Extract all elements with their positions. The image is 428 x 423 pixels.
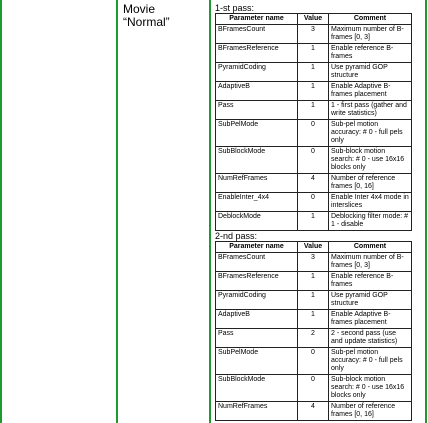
cell-comment: Use pyramid GOP structure bbox=[329, 291, 412, 310]
cell-name: BFramesReference bbox=[216, 272, 298, 291]
header-comment: Comment bbox=[329, 14, 412, 25]
header-name: Parameter name bbox=[216, 14, 298, 25]
table-row bbox=[216, 101, 412, 120]
header-value: Value bbox=[298, 242, 329, 253]
cell-value: 1 bbox=[298, 310, 329, 329]
cell-name: SubBlockMode bbox=[216, 375, 298, 402]
cell-name: EnableInter_4x4 bbox=[216, 193, 298, 212]
cell-comment: Sub-block motion search: # 0 - use 16x16 blocks only bbox=[329, 375, 412, 402]
table-row bbox=[216, 63, 412, 82]
table-row bbox=[216, 147, 412, 174]
table-row bbox=[216, 44, 412, 63]
right-border bbox=[425, 0, 427, 423]
cell-value: 1 bbox=[298, 44, 329, 63]
table-row bbox=[216, 272, 412, 291]
cell-name: DeblockMode bbox=[216, 212, 298, 231]
cell-comment: Use pyramid GOP structure bbox=[329, 63, 412, 82]
cell-value: 0 bbox=[298, 120, 329, 147]
cell-value: 1 bbox=[298, 101, 329, 120]
mode-line-2: “Normal” bbox=[123, 15, 170, 29]
cell-comment: 1 - first pass (gather and write statistics) bbox=[329, 101, 412, 120]
cell-comment: Sub-pel motion accuracy: # 0 - full pels only bbox=[329, 120, 412, 147]
cell-comment: Sub-block motion search: # 0 - use 16x16 blocks only bbox=[329, 147, 412, 174]
cell-value: 1 bbox=[298, 272, 329, 291]
table-row bbox=[216, 174, 412, 193]
table-row bbox=[216, 348, 412, 375]
cell-value: 0 bbox=[298, 375, 329, 402]
cell-name: NumRefFrames bbox=[216, 402, 298, 421]
cell-comment: Sub-pel motion accuracy: # 0 - full pels only bbox=[329, 348, 412, 375]
column-divider-1 bbox=[116, 0, 118, 423]
cell-comment: Enable reference B-frames bbox=[329, 272, 412, 291]
table-row bbox=[216, 291, 412, 310]
table-row bbox=[216, 82, 412, 101]
pass2-table bbox=[215, 241, 412, 421]
mode-line-1: Movie bbox=[123, 2, 156, 16]
header-value: Value bbox=[298, 14, 329, 25]
table-row bbox=[216, 212, 412, 231]
cell-value: 2 bbox=[298, 329, 329, 348]
table-row bbox=[216, 402, 412, 421]
cell-comment: Number of reference frames [0, 16] bbox=[329, 402, 412, 421]
cell-value: 0 bbox=[298, 147, 329, 174]
left-border bbox=[0, 0, 2, 423]
header-comment: Comment bbox=[329, 242, 412, 253]
cell-name: NumRefFrames bbox=[216, 174, 298, 193]
table-row bbox=[216, 329, 412, 348]
pass2-title: 2-nd pass: bbox=[215, 231, 258, 241]
table-row bbox=[216, 120, 412, 147]
column-divider-2 bbox=[209, 0, 211, 423]
cell-comment: Enable Adaptive B-frames placement bbox=[329, 82, 412, 101]
cell-comment: Enable Adaptive B-frames placement bbox=[329, 310, 412, 329]
cell-value: 1 bbox=[298, 212, 329, 231]
cell-name: BFramesCount bbox=[216, 253, 298, 272]
cell-comment: Enable reference B-frames bbox=[329, 44, 412, 63]
table-row bbox=[216, 375, 412, 402]
cell-name: Pass bbox=[216, 101, 298, 120]
cell-value: 0 bbox=[298, 348, 329, 375]
cell-value: 4 bbox=[298, 174, 329, 193]
cell-comment: Number of reference frames [0, 16] bbox=[329, 174, 412, 193]
table-row bbox=[216, 193, 412, 212]
cell-comment: 2 - second pass (use and update statistics) bbox=[329, 329, 412, 348]
cell-value: 4 bbox=[298, 402, 329, 421]
cell-comment: Deblocking filter mode: # 1 - disable bbox=[329, 212, 412, 231]
table-row bbox=[216, 253, 412, 272]
cell-value: 0 bbox=[298, 193, 329, 212]
cell-name: Pass bbox=[216, 329, 298, 348]
table-header-row bbox=[216, 14, 412, 25]
cell-value: 3 bbox=[298, 253, 329, 272]
pass1-title: 1-st pass: bbox=[215, 3, 255, 13]
header-name: Parameter name bbox=[216, 242, 298, 253]
cell-name: SubPelMode bbox=[216, 348, 298, 375]
cell-comment: Maximum number of B-frames [0, 3] bbox=[329, 253, 412, 272]
cell-name: PyramidCoding bbox=[216, 63, 298, 82]
cell-comment: Maximum number of B-frames [0, 3] bbox=[329, 25, 412, 44]
cell-comment: Enable Inter 4x4 mode in interslices bbox=[329, 193, 412, 212]
cell-value: 1 bbox=[298, 82, 329, 101]
cell-name: BFramesReference bbox=[216, 44, 298, 63]
cell-value: 1 bbox=[298, 291, 329, 310]
table-header-row bbox=[216, 242, 412, 253]
cell-name: AdaptiveB bbox=[216, 310, 298, 329]
cell-name: SubBlockMode bbox=[216, 147, 298, 174]
cell-name: SubPelMode bbox=[216, 120, 298, 147]
table-row bbox=[216, 310, 412, 329]
cell-name: AdaptiveB bbox=[216, 82, 298, 101]
cell-name: BFramesCount bbox=[216, 25, 298, 44]
cell-name: PyramidCoding bbox=[216, 291, 298, 310]
mode-label bbox=[123, 3, 170, 29]
pass1-table bbox=[215, 13, 412, 231]
cell-value: 3 bbox=[298, 25, 329, 44]
table-row bbox=[216, 25, 412, 44]
cell-value: 1 bbox=[298, 63, 329, 82]
